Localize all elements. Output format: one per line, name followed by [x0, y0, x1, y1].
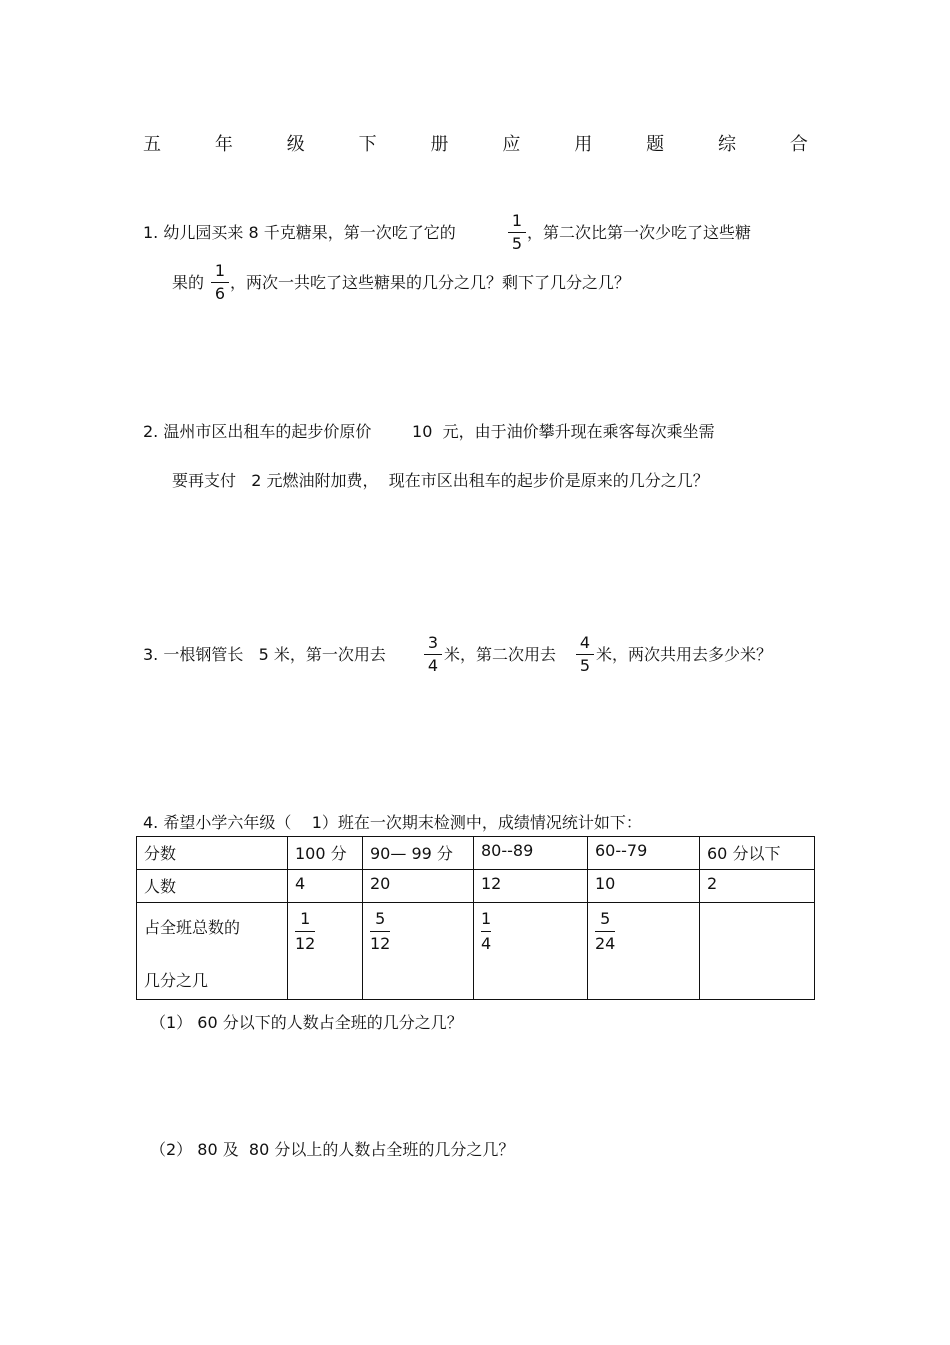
q1-text-c: 果的 — [172, 273, 205, 292]
fraction-bar — [508, 232, 526, 233]
ratio-fraction — [295, 910, 315, 953]
q1-frac2-numerator: 1 — [214, 261, 226, 280]
q3-text-a: 3. 一根钢管长 5 米，第一次用去 — [143, 645, 386, 664]
title-char: 年 — [214, 134, 233, 155]
table-row — [137, 837, 815, 870]
table-header-cell: 100 分 — [288, 837, 363, 870]
q3-frac2-numerator: 4 — [579, 633, 591, 652]
q1-fraction-1 — [507, 212, 527, 253]
table-cell-empty — [700, 903, 815, 1000]
table-row — [137, 870, 815, 903]
q1-text-a: 1. 幼儿园买来 8 千克糖果，第一次吃了它的 — [143, 223, 456, 242]
q3-frac2-denominator: 5 — [579, 656, 591, 675]
table-cell — [363, 903, 474, 1000]
table-row-label: 人数 — [137, 870, 288, 903]
title-char: 下 — [358, 134, 377, 155]
fraction-numerator: 1 — [481, 909, 492, 928]
table-row — [137, 903, 815, 1000]
q1-frac2-denominator: 6 — [214, 284, 226, 303]
fraction-denominator: 4 — [481, 934, 492, 953]
fraction-numerator: 1 — [300, 909, 311, 928]
table-cell — [474, 903, 588, 1000]
fraction-numerator: 5 — [375, 909, 386, 928]
title-char: 合 — [789, 134, 808, 155]
fraction-bar — [295, 931, 315, 932]
q1-frac1-numerator: 1 — [511, 211, 523, 230]
table-cell: 20 — [363, 870, 474, 903]
fraction-bar — [576, 654, 594, 655]
q3-frac1-numerator: 3 — [427, 633, 439, 652]
table-header-cell: 80--89 — [474, 837, 588, 870]
ratio-fraction — [595, 910, 615, 953]
title-char: 五 — [143, 134, 161, 155]
q4-intro: 4. 希望小学六年级（ 1）班在一次期末检测中，成绩情况统计如下： — [143, 813, 642, 832]
table-cell — [288, 903, 363, 1000]
ratio-fraction — [481, 910, 491, 953]
q3-frac1-denominator: 4 — [427, 656, 439, 675]
ratio-fraction — [370, 910, 390, 953]
title-char: 题 — [646, 134, 665, 155]
table-header-cell: 60--79 — [588, 837, 700, 870]
q4-sub-question-1: （1） 60 分以下的人数占全班的几分之几？ — [150, 1013, 463, 1032]
score-table — [136, 836, 815, 1000]
fraction-bar — [595, 931, 615, 932]
fraction-denominator: 12 — [295, 934, 316, 953]
table-cell: 12 — [474, 870, 588, 903]
fraction-bar — [370, 931, 390, 932]
q1-frac1-denominator: 5 — [511, 234, 523, 253]
q1-text-d: ，两次一共吃了这些糖果的几分之几？剩下了几分之几？ — [230, 273, 631, 292]
table-header-cell: 分数 — [137, 837, 288, 870]
table-cell: 4 — [288, 870, 363, 903]
fraction-bar — [211, 282, 229, 283]
q3-fraction-2 — [575, 634, 595, 675]
title-char: 册 — [430, 134, 449, 155]
ratio-label-line-2: 几分之几 — [144, 971, 209, 990]
q1-text-b: ，第二次比第一次少吃了这些糖 — [527, 223, 752, 242]
page-title — [143, 130, 808, 154]
fraction-denominator: 24 — [595, 934, 616, 953]
table-header-cell: 60 分以下 — [700, 837, 815, 870]
ratio-label-line-1: 占全班总数的 — [144, 918, 241, 937]
q1-fraction-2 — [210, 262, 230, 303]
fraction-bar — [424, 654, 442, 655]
q3-text-c: 米，两次共用去多少米？ — [596, 645, 773, 664]
fraction-numerator: 5 — [600, 909, 611, 928]
q3-text-b: 米，第二次用去 — [444, 645, 557, 664]
table-cell — [588, 903, 700, 1000]
table-header-cell: 90— 99 分 — [363, 837, 474, 870]
q2-line-2: 要再支付 2 元燃油附加费， 现在市区出租车的起步价是原来的几分之几？ — [172, 471, 709, 490]
title-char: 用 — [574, 134, 593, 155]
table-cell: 2 — [700, 870, 815, 903]
title-char: 综 — [718, 134, 736, 155]
title-char: 级 — [286, 134, 305, 155]
title-char: 应 — [502, 134, 521, 155]
q4-sub-question-2: （2） 80 及 80 分以上的人数占全班的几分之几？ — [150, 1140, 515, 1159]
fraction-denominator: 12 — [370, 934, 391, 953]
q2-line-1: 2. 温州市区出租车的起步价原价 10 元，由于油价攀升现在乘客每次乘坐需 — [143, 422, 715, 441]
table-cell: 10 — [588, 870, 700, 903]
fraction-bar — [481, 931, 491, 932]
q3-fraction-1 — [423, 634, 443, 675]
table-row-label — [137, 903, 288, 1000]
